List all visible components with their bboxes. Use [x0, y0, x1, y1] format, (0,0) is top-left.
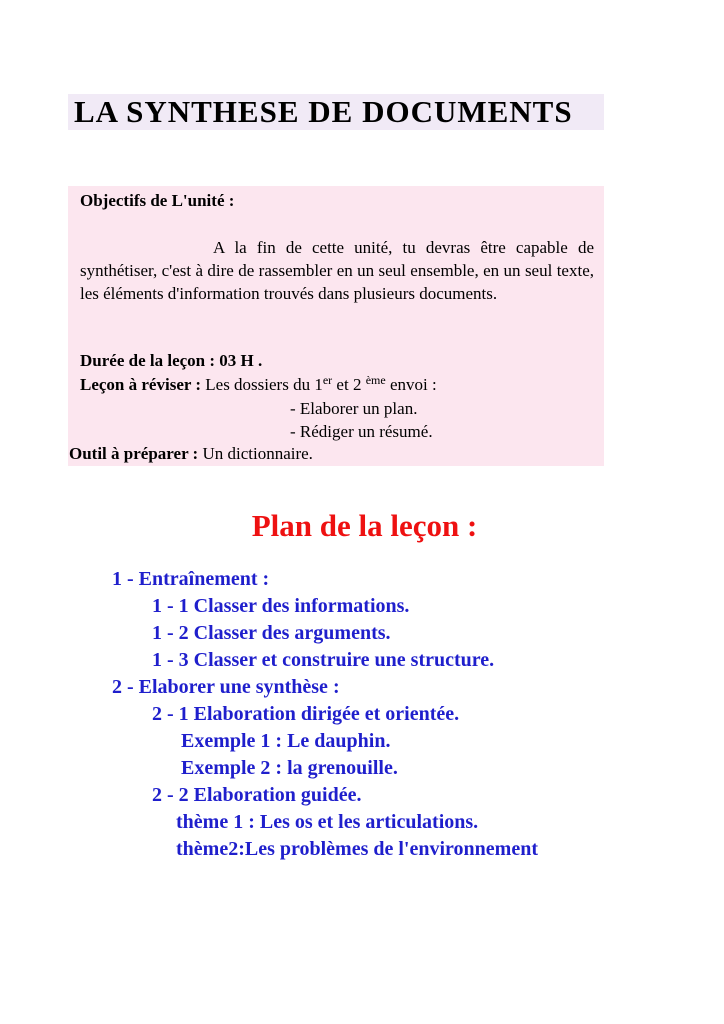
review-item: - Elaborer un plan. — [290, 399, 418, 418]
objectives-text-start: A la fin de cette unité, tu devras être capable de — [213, 238, 594, 257]
objectives-text-rest: synthétiser, c'est à dire de rassembler en un seul ensemble, en un seul texte, les éléments d'information trouvés dans plusieurs documents. — [80, 261, 594, 303]
review-sup-er: er — [322, 373, 333, 387]
tool-line — [69, 443, 313, 465]
plan-title: Plan de la leçon : — [251, 508, 478, 543]
objectives-label: Objectifs de L'unité : — [80, 191, 235, 210]
plan-item: 1 - Entraînement : — [112, 568, 270, 590]
plan-item: 1 - 3 Classer et construire une structure. — [152, 649, 495, 671]
plan-item: 2 - Elaborer une synthèse : — [112, 676, 340, 698]
plan-item: 1 - 1 Classer des informations. — [152, 595, 410, 617]
objectives-paragraph — [80, 236, 594, 305]
plan-item: Exemple 2 : la grenouille. — [181, 757, 398, 779]
review-label: Leçon à réviser : — [80, 375, 202, 394]
page-title: LA SYNTHESE DE DOCUMENTS — [68, 94, 604, 130]
duration-line: Durée de la leçon : 03 H . — [80, 351, 263, 370]
tool-label: Outil à préparer : — [69, 444, 199, 463]
review-line — [80, 374, 437, 396]
plan-item: Exemple 1 : Le dauphin. — [181, 730, 391, 752]
review-text-c: envoi : — [385, 375, 437, 394]
plan-item: 1 - 2 Classer des arguments. — [152, 622, 391, 644]
review-item: - Rédiger un résumé. — [290, 422, 433, 441]
review-text-b: et 2 — [332, 375, 366, 394]
review-sup-eme: ème — [365, 373, 386, 387]
review-text-a: Les dossiers du 1 — [201, 375, 323, 394]
plan-item: thème2:Les problèmes de l'environnement — [176, 838, 539, 860]
plan-item: 2 - 1 Elaboration dirigée et orientée. — [152, 703, 460, 725]
tool-text: Un dictionnaire. — [198, 444, 313, 463]
plan-item: 2 - 2 Elaboration guidée. — [152, 784, 362, 806]
plan-item: thème 1 : Les os et les articulations. — [176, 811, 479, 833]
